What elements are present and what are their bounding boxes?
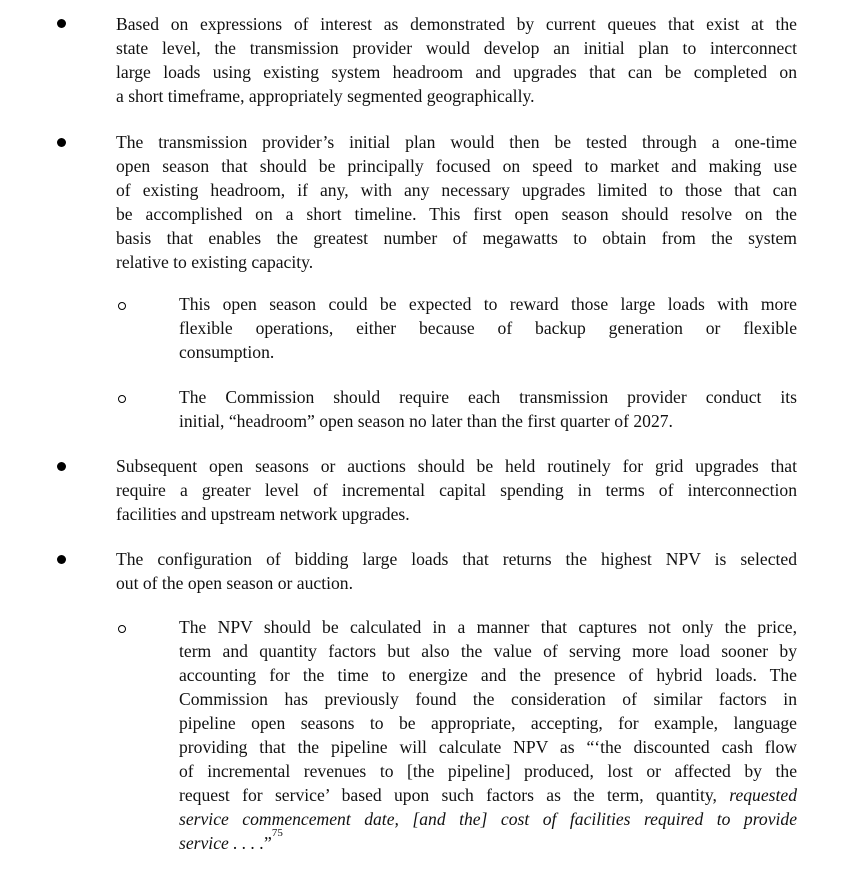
text-line: basis that enables the greatest number of megawatts to obtain from the system bbox=[116, 228, 797, 248]
text-line: of incremental revenues to [the pipeline] produced, lost or affected by the bbox=[179, 761, 797, 781]
text-line bbox=[179, 827, 797, 855]
bullet-marker bbox=[57, 138, 66, 147]
bullet-marker bbox=[57, 555, 66, 564]
italic-run: requested bbox=[729, 785, 797, 805]
text-line: The configuration of bidding large loads that returns the highest NPV is selected bbox=[116, 549, 797, 569]
text-line: a short timeframe, appropriately segmented geographically. bbox=[116, 86, 535, 106]
bullet-marker bbox=[57, 462, 66, 471]
text-line: initial, “headroom” open season no later than the first quarter of 2027. bbox=[179, 411, 673, 431]
text-line: relative to existing capacity. bbox=[116, 252, 314, 272]
bullet-marker bbox=[57, 19, 66, 28]
text-line: term and quantity factors but also the value of serving more load sooner by bbox=[179, 641, 797, 661]
text-line: open season that should be principally focused on speed to market and making use bbox=[116, 156, 797, 176]
text-run: request for service’ based upon such factors as the term, quantity, bbox=[179, 785, 730, 805]
text-line: accounting for the time to energize and the presence of hybrid loads. The bbox=[179, 665, 797, 685]
text-line bbox=[179, 783, 797, 807]
text-line: consumption. bbox=[179, 342, 275, 362]
text-line: The transmission provider’s initial plan would then be tested through a one-time bbox=[116, 132, 797, 152]
sub-bullet-marker bbox=[118, 625, 126, 633]
text-line: This open season could be expected to reward those large loads with more bbox=[179, 294, 797, 314]
footnote-reference[interactable]: 75 bbox=[271, 827, 283, 840]
closing-quote: ” bbox=[264, 833, 272, 853]
italic-run: service commencement date, [and the] cost of facilities required to provide bbox=[179, 809, 797, 829]
bullet-text bbox=[116, 547, 797, 595]
text-line: The Commission should require each transmission provider conduct its bbox=[179, 387, 797, 407]
text-line: providing that the pipeline will calculate NPV as “‘the discounted cash flow bbox=[179, 737, 797, 757]
sub-bullet-text bbox=[179, 615, 797, 855]
text-line: of existing headroom, if any, with any necessary upgrades limited to those that can bbox=[116, 180, 797, 200]
text-line: require a greater level of incremental capital spending in terms of interconnection bbox=[116, 480, 797, 500]
text-line: out of the open season or auction. bbox=[116, 573, 353, 593]
bullet-text bbox=[116, 130, 797, 274]
text-line: flexible operations, either because of backup generation or flexible bbox=[179, 318, 797, 338]
text-line: pipeline open seasons to be appropriate, accepting, for example, language bbox=[179, 713, 797, 733]
sub-bullet-text bbox=[179, 292, 797, 364]
text-line: Subsequent open seasons or auctions should be held routinely for grid upgrades that bbox=[116, 456, 797, 476]
bullet-text bbox=[116, 454, 797, 526]
text-line: The NPV should be calculated in a manner that captures not only the price, bbox=[179, 617, 797, 637]
text-line: Commission has previously found the consideration of similar factors in bbox=[179, 689, 797, 709]
sub-bullet-marker bbox=[118, 395, 126, 403]
text-line: state level, the transmission provider would develop an initial plan to interconnect bbox=[116, 38, 797, 58]
text-line: facilities and upstream network upgrades. bbox=[116, 504, 410, 524]
text-line: be accomplished on a short timeline. This first open season should resolve on the bbox=[116, 204, 797, 224]
sub-bullet-marker bbox=[118, 302, 126, 310]
text-line: Based on expressions of interest as demonstrated by current queues that exist at the bbox=[116, 14, 797, 34]
italic-run: service . . . . bbox=[179, 833, 265, 853]
text-line: large loads using existing system headroom and upgrades that can be completed on bbox=[116, 62, 797, 82]
bullet-text bbox=[116, 12, 797, 108]
sub-bullet-text bbox=[179, 385, 797, 433]
